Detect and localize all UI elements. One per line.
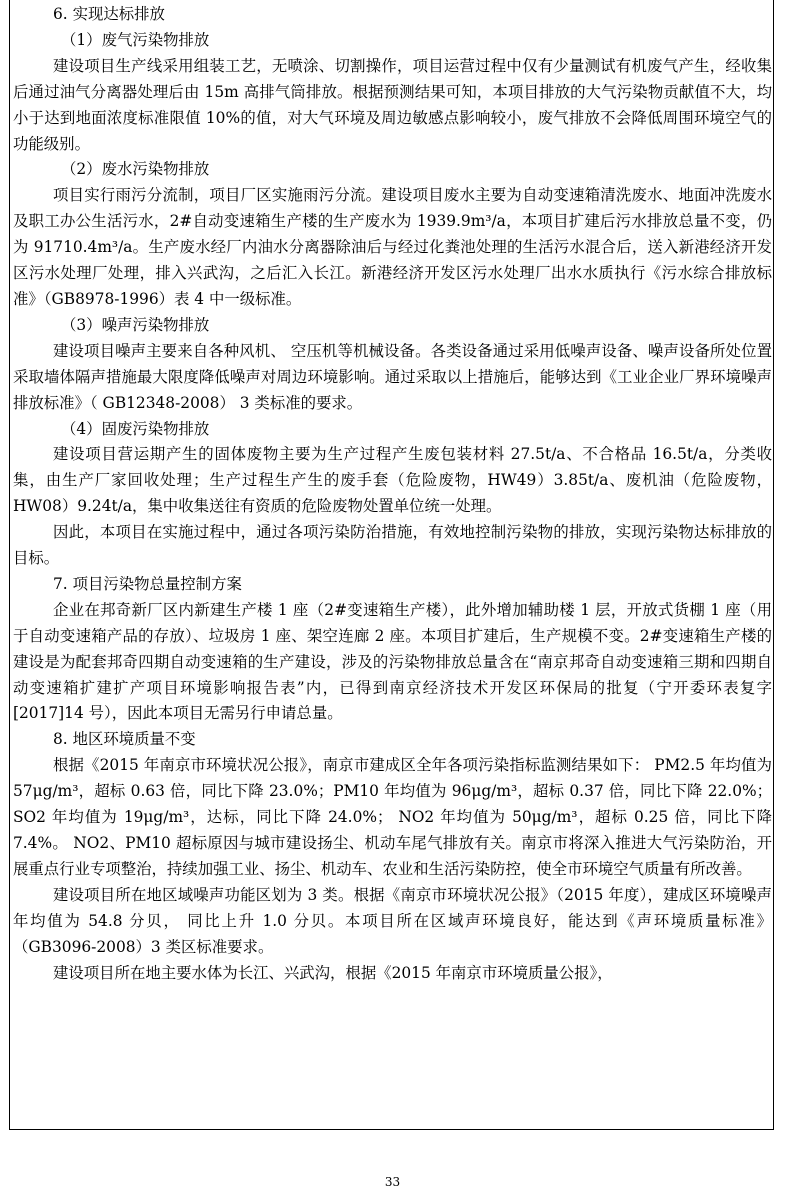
paragraph-exhaust: 建设项目生产线采用组装工艺，无喷涂、切割操作，项目运营过程中仅有少量测试有机废气产生，经收集后通过油气分离器处理后由 15m 高排气筒排放。根据预测结果可知，本项目排放的大气污染物贡献值不大，均小于达到地面浓度标准限值 10%的值，对大气环境及周边敏感点影响较小，废气排放不会降低周围环境空气的功能级别。 (13, 56, 772, 153)
paragraph-noise: 建设项目噪声主要来自各种风机、 空压机等机械设备。各类设备通过采用低噪声设备、噪声设备所处位置采取墙体隔声措施最大限度降低噪声对周边环境影响。通过采取以上措施后，能够达到《工业企业厂界环境噪声排放标准》（ GB12348-2008） 3 类标准的要求。 (13, 341, 772, 412)
paragraph-water-quality: 建设项目所在地主要水体为长江、兴武沟，根据《2015 年南京市环境质量公报》， (53, 963, 613, 982)
paragraph-air-quality: 根据《2015 年南京市环境状况公报》，南京市建成区全年各项污染指标监测结果如下： PM2.5 年均值为 57μg/m³，超标 0.63 倍，同比下降 23.0%；PM10 年均值为 96μg/m³，超标 0.37 倍，同比下降 22.0%； SO2 年均值为 19μg/m³，达标，同比下降 24.0%； NO2 年均值为 50μg/m³，超标 0.25 倍，同比下降 7.4%。 NO2、PM10 超标原因与城市建设扬尘、机动车尾气排放有关。南京市将深入推进大气污染防治，开展重点行业专项整治，持续加强工业、扬尘、机动车、农业和生活污染防控，使全市环境空气质量有所改善。 (13, 756, 772, 878)
subsection-heading-noise: （3）噪声污染物排放 (61, 315, 210, 334)
paragraph-solid-waste: 建设项目营运期产生的固体废物主要为生产过程产生废包装材料 27.5t/a、不合格品 16.5t/a，分类收集，由生产厂家回收处理；生产过程生产生的废手套（危险废物，HW49）3.85t/a、废机油（危险废物，HW08）9.24t/a，集中收集送往有资质的危险废物处置单位统一处理。 (13, 445, 772, 516)
paragraph-total-control: 企业在邦奇新厂区内新建生产楼 1 座（2#变速箱生产楼），此外增加辅助楼 1 层，开放式货棚 1 座（用于自动变速箱产品的存放）、垃圾房 1 座、架空连廊 2 座。本项目扩建后，生产规模不变。2#变速箱生产楼的建设是为配套邦奇四期自动变速箱的生产建设，涉及的污染物排放总量含在“南京邦奇自动变速箱三期和四期自动变速箱扩建扩产项目环境影响报告表”内，已得到南京经济技术开发区环保局的批复（宁开委环表复字[2017]14 号），因此本项目无需另行申请总量。 (13, 600, 772, 723)
section-heading-7: 7. 项目污染物总量控制方案 (53, 574, 242, 593)
document-body (13, 2, 772, 986)
subsection-heading-solid-waste: （4）固废污染物排放 (61, 419, 210, 438)
paragraph-noise-quality: 建设项目所在地区域噪声功能区划为 3 类。根据《南京市环境状况公报》（2015 年度），建成区环境噪声年均值为 54.8 分贝， 同比上升 1.0 分贝。本项目所在区域声环境良好，能达到《声环境质量标准》（GB3096-2008）3 类区标准要求。 (13, 885, 772, 956)
subsection-heading-exhaust: （1）废气污染物排放 (61, 30, 210, 49)
page-number: 33 (384, 1175, 401, 1189)
section-heading-8: 8. 地区环境质量不变 (53, 730, 196, 749)
paragraph-conclusion: 因此，本项目在实施过程中，通过各项污染防治措施，有效地控制污染物的排放，实现污染物达标排放的目标。 (13, 523, 772, 568)
section-heading-6: 6. 实现达标排放 (53, 5, 165, 23)
subsection-heading-wastewater: （2）废水污染物排放 (61, 160, 210, 179)
paragraph-wastewater: 项目实行雨污分流制，项目厂区实施雨污分流。建设项目废水主要为自动变速箱清洗废水、地面冲洗废水及职工办公生活污水，2#自动变速箱生产楼的生产废水为 1939.9m³/a，本项目扩建后污水排放总量不变，仍为 91710.4m³/a。生产废水经厂内油水分离器除油后与经过化粪池处理的生活污水混合后，送入新港经济开发区污水处理厂处理，排入兴武沟，之后汇入长江。新港经济开发区污水处理厂出水水质执行《污水综合排放标准》（GB8978-1996）表 4 中一级标准。 (13, 186, 772, 308)
